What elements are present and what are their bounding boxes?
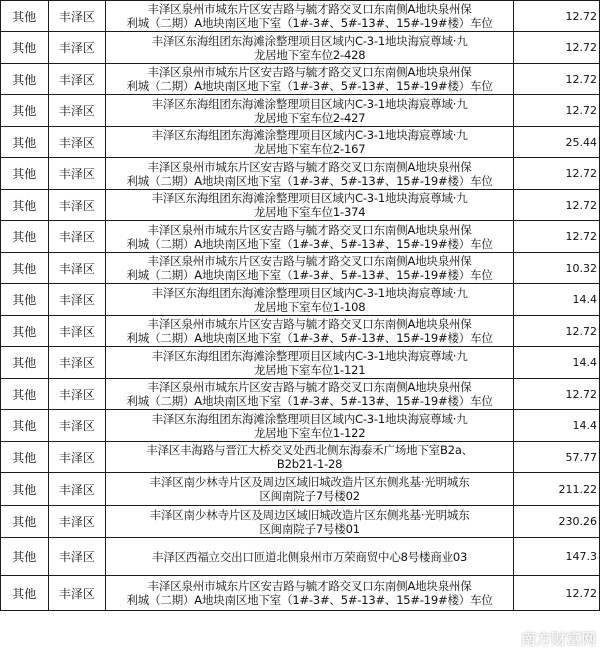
area-cell: 12.72 <box>513 190 599 221</box>
category-cell: 其他 <box>1 538 49 576</box>
location-cell <box>106 158 514 190</box>
location-line-1: 丰泽区南少林寺片区及周边区域旧城改造片区东侧兆基·光明城东 <box>149 475 470 489</box>
location-line-1: 丰泽区泉州市城东片区安吉路与毓才路交叉口东南侧A地块泉州保 <box>147 380 472 394</box>
location-line-1: 丰泽区泉州市城东片区安吉路与毓才路交叉口东南侧A地块泉州保 <box>147 222 472 237</box>
location-cell <box>106 190 514 221</box>
category-cell: 其他 <box>1 576 49 611</box>
category-cell: 其他 <box>1 190 49 221</box>
table-row <box>1 190 600 221</box>
location-line-1: 丰泽区泉州市城东片区安吉路与毓才路交叉口东南侧A地块泉州保 <box>147 2 472 16</box>
location-line-2: 龙居地下室车位1-108 <box>253 299 366 314</box>
area-cell: 57.77 <box>513 442 599 473</box>
category-cell: 其他 <box>1 1 49 32</box>
location-line-1: 丰泽区东海组团东海滩涂整理项目区域内C-3-1地块海宸尊域·九 <box>151 411 468 426</box>
location-cell <box>106 221 514 253</box>
area-cell: 12.72 <box>513 316 599 347</box>
area-cell: 12.72 <box>513 1 599 32</box>
location-line-1: 丰泽区东海组团东海滩涂整理项目区域内C-3-1地块海宸尊域·九 <box>151 128 468 142</box>
location-cell <box>106 253 514 284</box>
location-line-1: 丰泽区东海组团东海滩涂整理项目区域内C-3-1地块海宸尊域·九 <box>151 96 468 111</box>
location-line-2: 龙居地下室车位1-122 <box>253 425 366 440</box>
table-row <box>1 347 600 379</box>
district-cell: 丰泽区 <box>48 95 106 127</box>
category-cell: 其他 <box>1 127 49 158</box>
district-cell: 丰泽区 <box>48 473 106 506</box>
category-cell: 其他 <box>1 473 49 506</box>
category-cell: 其他 <box>1 32 49 64</box>
location-line-2: 龙居地下室车位2-167 <box>253 142 366 156</box>
category-cell: 其他 <box>1 347 49 379</box>
table-row <box>1 95 600 127</box>
category-cell: 其他 <box>1 158 49 190</box>
category-cell: 其他 <box>1 253 49 284</box>
location-line-1: 丰泽区泉州市城东片区安吉路与毓才路交叉口东南侧A地块泉州保 <box>147 317 472 331</box>
district-cell: 丰泽区 <box>48 410 106 442</box>
area-cell: 12.72 <box>513 221 599 253</box>
location-cell <box>106 506 514 538</box>
table-row <box>1 473 600 506</box>
area-cell: 12.72 <box>513 64 599 95</box>
location-line-1: 丰泽区南少林寺片区及周边区域旧城改造片区东侧兆基·光明城东 <box>149 507 470 522</box>
location-cell <box>106 538 514 576</box>
table-row <box>1 538 600 576</box>
location-line-2: 利城（二期）A地块南区地下室（1#-3#、5#-13#、15#-19#楼）车位 <box>126 394 493 408</box>
category-cell: 其他 <box>1 221 49 253</box>
table-row <box>1 316 600 347</box>
location-line-2: 龙居地下室车位2-428 <box>253 47 366 62</box>
category-cell: 其他 <box>1 284 49 316</box>
district-cell: 丰泽区 <box>48 284 106 316</box>
district-cell: 丰泽区 <box>48 158 106 190</box>
location-line-2: 龙居地下室车位2-427 <box>253 110 366 125</box>
category-cell: 其他 <box>1 442 49 473</box>
location-line-2: 区闽南院子7号楼02 <box>259 489 360 503</box>
category-cell: 其他 <box>1 316 49 347</box>
table-row <box>1 158 600 190</box>
location-line-2: 龙居地下室车位1-121 <box>253 362 366 377</box>
location-cell <box>106 127 514 158</box>
table-row <box>1 410 600 442</box>
location-line-1: 丰泽区泉州市城东片区安吉路与毓才路交叉口东南侧A地块泉州保 <box>147 65 472 79</box>
location-line-1: 丰泽区泉州市城东片区安吉路与毓才路交叉口东南侧A地块泉州保 <box>147 159 472 174</box>
location-line-1: 丰泽区东海组团东海滩涂整理项目区域内C-3-1地块海宸尊域·九 <box>151 191 468 205</box>
district-cell: 丰泽区 <box>48 316 106 347</box>
area-cell: 12.72 <box>513 32 599 64</box>
location-line-2: 利城（二期）A地块南区地下室（1#-3#、5#-13#、15#-19#楼）车位 <box>126 331 493 345</box>
district-cell: 丰泽区 <box>48 538 106 576</box>
location-line-1: 丰泽区泉州市城东片区安吉路与毓才路交叉口东南侧A地块泉州保 <box>147 254 472 268</box>
location-cell <box>106 410 514 442</box>
area-cell: 25.44 <box>513 127 599 158</box>
category-cell: 其他 <box>1 506 49 538</box>
district-cell: 丰泽区 <box>48 221 106 253</box>
district-cell: 丰泽区 <box>48 506 106 538</box>
location-line-2: 利城（二期）A地块南区地下室（1#-3#、5#-13#、15#-19#楼）车位 <box>126 79 493 93</box>
district-cell: 丰泽区 <box>48 576 106 611</box>
location-cell <box>106 316 514 347</box>
area-cell: 14.4 <box>513 284 599 316</box>
location-line-1: 丰泽区丰海路与晋江大桥交叉处西北侧东海泰禾广场地下室B2a、 <box>146 443 473 457</box>
location-line-1: 丰泽区东海组团东海滩涂整理项目区域内C-3-1地块海宸尊域·九 <box>151 348 468 363</box>
table-row <box>1 253 600 284</box>
table-row <box>1 379 600 410</box>
area-cell: 147.3 <box>513 538 599 576</box>
area-cell: 211.22 <box>513 473 599 506</box>
category-cell: 其他 <box>1 410 49 442</box>
location-cell <box>106 64 514 95</box>
location-line-2: 利城（二期）A地块南区地下室（1#-3#、5#-13#、15#-19#楼）车位 <box>126 236 493 251</box>
table-row <box>1 64 600 95</box>
watermark-text: 南方财富网 <box>520 630 596 648</box>
area-cell: 12.72 <box>513 576 599 611</box>
category-cell: 其他 <box>1 95 49 127</box>
location-cell <box>106 32 514 64</box>
category-cell: 其他 <box>1 379 49 410</box>
district-cell: 丰泽区 <box>48 253 106 284</box>
location-cell <box>106 1 514 32</box>
location-cell <box>106 442 514 473</box>
district-cell: 丰泽区 <box>48 1 106 32</box>
location-cell <box>106 95 514 127</box>
area-cell: 12.72 <box>513 379 599 410</box>
district-cell: 丰泽区 <box>48 127 106 158</box>
table-body <box>1 1 600 611</box>
location-line-2: 利城（二期）A地块南区地下室（1#-3#、5#-13#、15#-19#楼）车位 <box>126 16 493 30</box>
area-cell: 12.72 <box>513 95 599 127</box>
location-line-2: 龙居地下室车位1-374 <box>253 205 366 219</box>
table-row <box>1 127 600 158</box>
table-row <box>1 576 600 611</box>
location-line-2: 利城（二期）A地块南区地下室（1#-3#、5#-13#、15#-19#楼）车位 <box>126 173 493 188</box>
district-cell: 丰泽区 <box>48 442 106 473</box>
table-row <box>1 506 600 538</box>
district-cell: 丰泽区 <box>48 190 106 221</box>
area-cell: 12.72 <box>513 158 599 190</box>
table-row <box>1 32 600 64</box>
table-row <box>1 442 600 473</box>
location-line-1: 丰泽区泉州市城东片区安吉路与毓才路交叉口东南侧A地块泉州保 <box>147 579 472 593</box>
district-cell: 丰泽区 <box>48 64 106 95</box>
district-cell: 丰泽区 <box>48 32 106 64</box>
table-row <box>1 1 600 32</box>
location-line-1: 丰泽区西福立交出口匝道北侧泉州市万荣商贸中心8号楼商业03 <box>152 549 468 564</box>
table-row <box>1 221 600 253</box>
location-cell <box>106 473 514 506</box>
location-line-2: 区闽南院子7号楼01 <box>259 521 360 536</box>
location-line-1: 丰泽区东海组团东海滩涂整理项目区域内C-3-1地块海宸尊域·九 <box>151 285 468 300</box>
location-cell <box>106 576 514 611</box>
area-cell: 230.26 <box>513 506 599 538</box>
location-line-2: 利城（二期）A地块南区地下室（1#-3#、5#-13#、15#-19#楼）车位 <box>126 268 493 282</box>
location-cell <box>106 379 514 410</box>
table-row <box>1 284 600 316</box>
area-cell: 10.32 <box>513 253 599 284</box>
district-cell: 丰泽区 <box>48 347 106 379</box>
location-cell <box>106 284 514 316</box>
location-cell <box>106 347 514 379</box>
location-line-1: 丰泽区东海组团东海滩涂整理项目区域内C-3-1地块海宸尊域·九 <box>151 33 468 48</box>
category-cell: 其他 <box>1 64 49 95</box>
district-cell: 丰泽区 <box>48 379 106 410</box>
location-line-2: 利城（二期）A地块南区地下室（1#-3#、5#-13#、15#-19#楼）车位 <box>126 593 493 607</box>
area-cell: 14.4 <box>513 347 599 379</box>
location-line-2: B2b21-1-28 <box>276 457 343 471</box>
area-cell: 14.4 <box>513 410 599 442</box>
